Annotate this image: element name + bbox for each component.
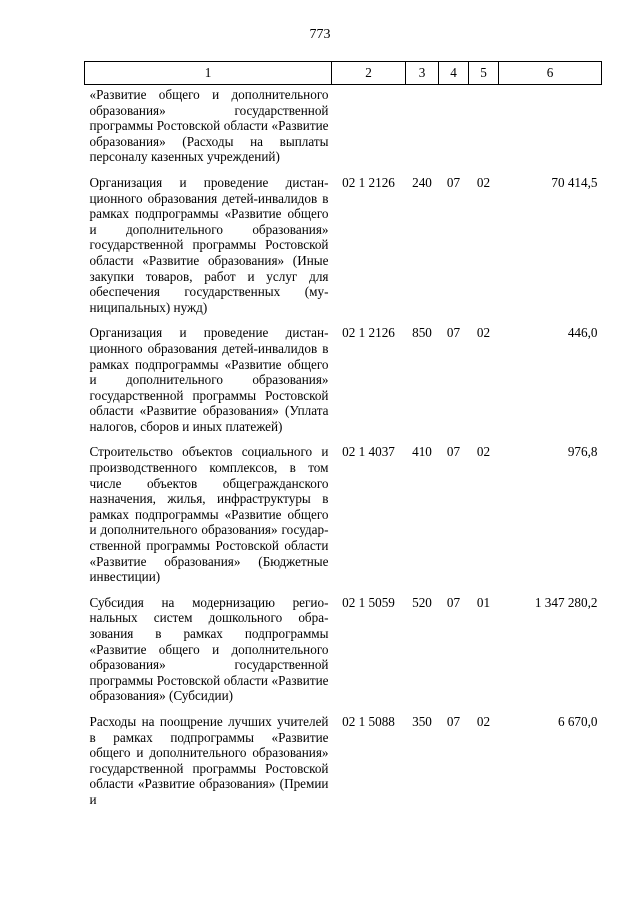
row-amount: 1 347 280,2 <box>534 594 598 610</box>
row-amount <box>499 85 602 175</box>
row-expense-type: 240 <box>412 174 432 190</box>
row-amount: 446,0 <box>567 325 598 341</box>
header-col-4: 4 <box>439 62 469 85</box>
table-row <box>85 595 602 714</box>
row-amount: 976,8 <box>567 444 598 460</box>
header-col-2: 2 <box>332 62 406 85</box>
table-header <box>85 62 602 85</box>
table-row <box>85 175 602 325</box>
row-description: Организация и проведение дистанционного образования детей-инвалидов в рамках подпрограммы «Развитие общего и дополнительного образования» государственной программы Ростовской области «Развитие образования» (Иные закупки товаров, работ и услуг для обеспечения государственных (муниципальных) нужд) <box>89 174 329 315</box>
row-section: 07 <box>446 174 461 190</box>
table-row <box>85 85 602 175</box>
header-col-3: 3 <box>406 62 439 85</box>
header-col-5: 5 <box>469 62 499 85</box>
budget-table <box>84 61 602 818</box>
row-target-code <box>332 85 406 175</box>
row-section: 07 <box>446 713 461 729</box>
row-section: 07 <box>446 594 461 610</box>
header-col-6: 6 <box>499 62 602 85</box>
page-number: 773 <box>309 27 331 42</box>
table-body <box>85 85 602 818</box>
row-section: 07 <box>446 325 461 341</box>
row-target-code: 02 1 5088 <box>342 713 395 729</box>
row-subsection <box>469 85 499 175</box>
table-row <box>85 325 602 444</box>
row-expense-type: 850 <box>412 325 432 341</box>
row-description: Организация и проведение дистанционного образования детей-инвалидов в рамках подпрограммы «Развитие общего и дополнительного образования» государственной программы Ростовской области «Развитие образования» (Уплата налогов, сборов и иных платежей) <box>89 325 329 434</box>
row-target-code: 02 1 2126 <box>342 174 395 190</box>
row-subsection: 02 <box>476 325 491 341</box>
row-description: Расходы на поощрение лучших учителей в рамках подпрограммы «Развитие общего и дополнительного образования» государственной программы Ростовской области «Развитие образования» (Премии и <box>89 713 329 807</box>
row-target-code: 02 1 4037 <box>342 444 395 460</box>
row-section: 07 <box>446 444 461 460</box>
row-description: «Развитие общего и дополнительного образования» государственной программы Ростовской области «Развитие образования» (Расходы на выплаты персоналу казенных учреждений) <box>89 87 329 165</box>
row-target-code: 02 1 2126 <box>342 325 395 341</box>
row-amount: 70 414,5 <box>551 174 598 190</box>
row-expense-type: 350 <box>412 713 432 729</box>
row-target-code: 02 1 5059 <box>342 594 395 610</box>
row-description: Строительство объектов социального и производственного комплексов, в том числе объектов общегражданского назначения, жилья, инфраструктуры в рамках подпрограммы «Развитие общего и дополнительного образования» государственной программы Ростовской области «Развитие образования» (Бюджетные инвестиции) <box>89 444 329 585</box>
row-subsection: 02 <box>476 713 491 729</box>
row-amount: 6 670,0 <box>557 713 598 729</box>
row-expense-type: 410 <box>412 444 432 460</box>
row-section <box>439 85 469 175</box>
row-subsection: 02 <box>476 444 491 460</box>
table-row <box>85 714 602 818</box>
row-subsection: 01 <box>476 594 491 610</box>
row-subsection: 02 <box>476 174 491 190</box>
header-col-1: 1 <box>85 62 332 85</box>
row-expense-type: 520 <box>412 594 432 610</box>
table-row <box>85 444 602 594</box>
row-expense-type <box>406 85 439 175</box>
row-description: Субсидия на модернизацию региональных систем дошкольного образования в рамках подпрограммы «Развитие общего и дополнительного образования» государственной программы Ростовской области «Развитие образования» (Субсидии) <box>89 594 329 704</box>
